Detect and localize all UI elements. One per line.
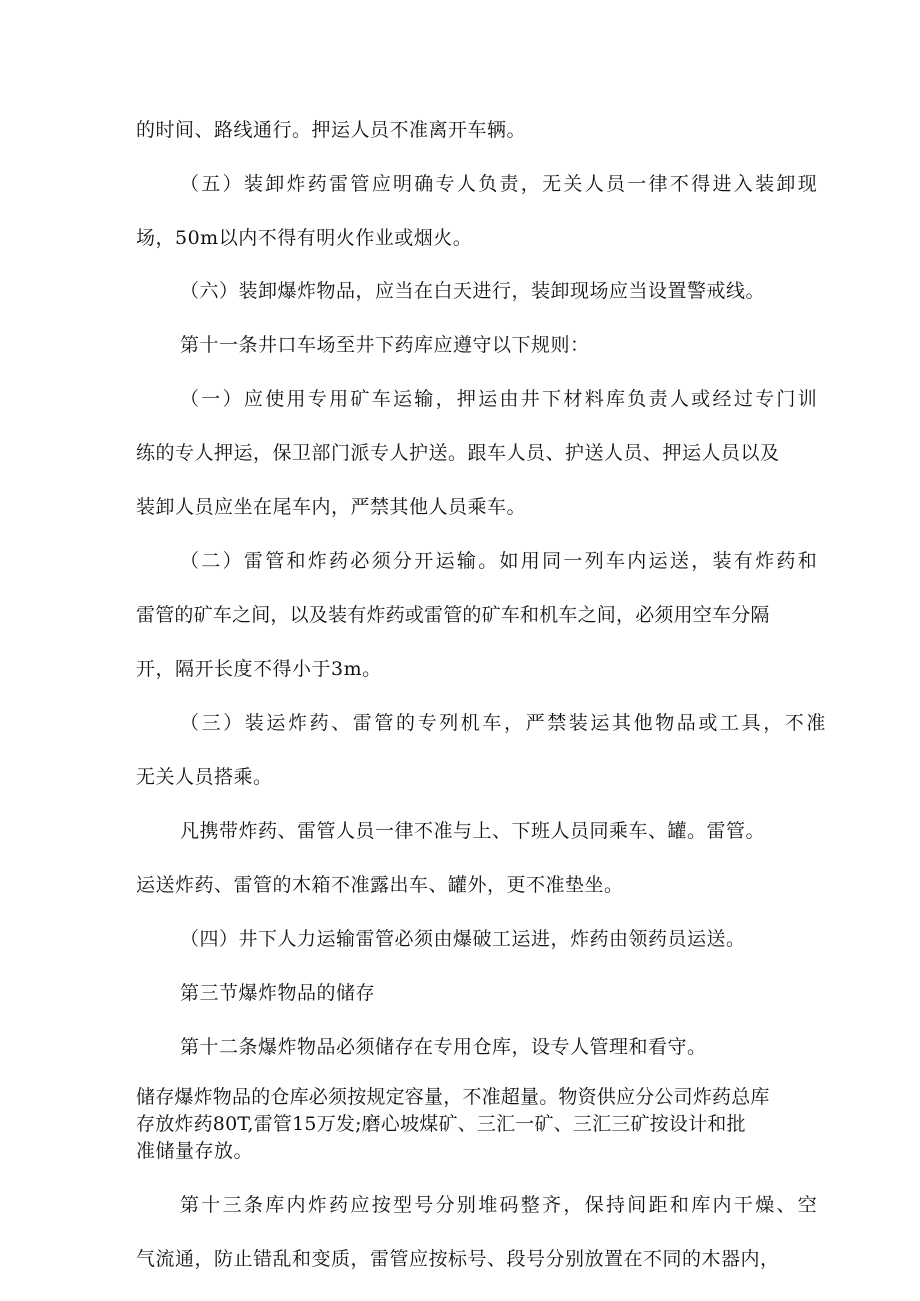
text-line: 储存爆炸物品的仓库必须按规定容量，不准超量。物资供应分公司炸药总库 — [136, 1086, 770, 1108]
text-line: （五）装卸炸药雷管应明确专人负责，无关人员一律不得进入装卸现 — [180, 173, 820, 195]
text-line: 无关人员搭乘。 — [136, 766, 273, 788]
text-line: （三）装运炸药、雷管的专列机车，严禁装运其他物品或工具，不准 — [180, 712, 829, 734]
text-line: 的时间、路线通行。押运人员不准离开车辆。 — [136, 119, 527, 141]
text-line: 装卸人员应坐在尾车内，严禁其他人员乘车。 — [136, 496, 527, 518]
text-line: （四）井下人力运输雷管必须由爆破工运进，炸药由领药员运送。 — [180, 928, 746, 950]
text-line: 凡携带炸药、雷管人员一律不准与上、下班人员同乘车、罐。雷管。 — [180, 820, 766, 842]
text-line: （六）装卸爆炸物品，应当在白天进行，装卸现场应当设置警戒线。 — [180, 280, 766, 302]
text-line: 运送炸药、雷管的木箱不准露出车、罐外，更不准垫坐。 — [136, 874, 624, 896]
text-line: 准储量存放。 — [136, 1140, 254, 1162]
text-line: （一）应使用专用矿车运输，押运由井下材料库负责人或经过专门训 — [180, 388, 820, 410]
text-line: 存放炸药80T,雷管15万发;磨心坡煤矿、三汇一矿、三汇三矿按设计和批 — [136, 1113, 746, 1135]
text-line: 气流通，防止错乱和变质，雷管应按标号、段号分别放置在不同的木器内， — [136, 1248, 780, 1270]
text-line: （二）雷管和炸药必须分开运输。如用同一列车内运送，装有炸药和 — [180, 550, 820, 572]
section-heading: 第三节爆炸物品的储存 — [180, 982, 376, 1004]
text-line: 雷管的矿车之间，以及装有炸药或雷管的矿车和机车之间，必须用空车分隔 — [136, 604, 770, 626]
text-line: 开，隔开长度不得小于3m。 — [136, 658, 382, 680]
section-title: 第十一条井口车场至井下药库应遵守以下规则： — [180, 334, 590, 356]
text-line: 场，50m以内不得有明火作业或烟火。 — [136, 227, 473, 249]
text-line: 第十二条爆炸物品必须储存在专用仓库，设专人管理和看守。 — [180, 1036, 707, 1058]
text-line: 第十三条库内炸药应按型号分别堆码整齐，保持间距和库内干燥、空 — [180, 1194, 820, 1216]
text-line: 练的专人押运，保卫部门派专人护送。跟车人员、护送人员、押运人员以及 — [136, 442, 780, 464]
